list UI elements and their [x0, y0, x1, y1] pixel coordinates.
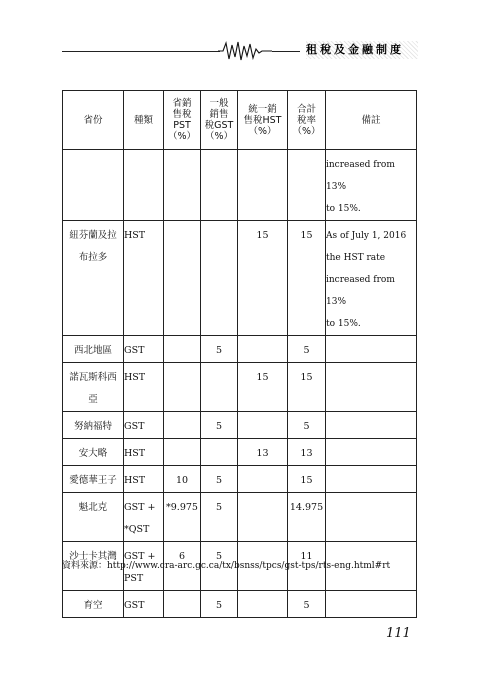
cell-type [124, 150, 164, 221]
col-header-pst: 省銷 售稅 PST （%） [164, 91, 201, 150]
cell-note [326, 363, 417, 412]
cell-province: 紐芬蘭及拉 布拉多 [63, 221, 124, 336]
cell-pst [164, 439, 201, 466]
source-url: http://www.cra-arc.gc.ca/tx/bsnss/tpcs/gst-tps/rts-eng.html#rt [107, 561, 391, 571]
cell-total: 13 [288, 439, 326, 466]
cell-hst [238, 336, 288, 363]
cell-total: 5 [288, 412, 326, 439]
cell-province: 努納福特 [63, 412, 124, 439]
cell-gst: 5 [201, 336, 238, 363]
table-header-row [63, 91, 417, 150]
source-note [62, 558, 390, 571]
cell-total: 5 [288, 336, 326, 363]
cell-type: HST [124, 363, 164, 412]
cell-gst: 5 [201, 466, 238, 493]
col-header-hst: 統一銷 售稅HST （%） [238, 91, 288, 150]
cell-province: 育空 [63, 591, 124, 618]
header-rule-left [62, 51, 220, 52]
cell-hst [238, 493, 288, 542]
cell-total: 11 [288, 542, 326, 591]
cell-gst [201, 363, 238, 412]
cell-hst [238, 412, 288, 439]
cell-type: GST [124, 591, 164, 618]
cell-pst [164, 150, 201, 221]
cell-gst [201, 439, 238, 466]
col-header-total: 合計 稅率 （%） [288, 91, 326, 150]
col-header-type: 種類 [124, 91, 164, 150]
table-row [63, 466, 417, 493]
cell-hst [238, 150, 288, 221]
cell-total: 15 [288, 221, 326, 336]
cell-type: HST [124, 466, 164, 493]
cell-pst: 6 [164, 542, 201, 591]
cell-province: 魁北克 [63, 493, 124, 542]
cell-note [326, 493, 417, 542]
sales-tax-table [62, 90, 417, 618]
cell-type: GST [124, 412, 164, 439]
cell-gst: 5 [201, 542, 238, 591]
cell-pst [164, 336, 201, 363]
cell-gst [201, 221, 238, 336]
cell-total: 14.975 [288, 493, 326, 542]
cell-total: 5 [288, 591, 326, 618]
cell-pst [164, 412, 201, 439]
cell-type: GST + PST [124, 542, 164, 591]
table-row [63, 336, 417, 363]
cell-total: 15 [288, 466, 326, 493]
cell-hst [238, 466, 288, 493]
cell-total: 15 [288, 363, 326, 412]
cell-province: 沙士卡其灣 [63, 542, 124, 591]
table-row [63, 439, 417, 466]
header-rule-right [272, 51, 300, 52]
cell-province: 安大略 [63, 439, 124, 466]
table-row [63, 150, 417, 221]
cell-gst: 5 [201, 591, 238, 618]
cell-note [326, 466, 417, 493]
page-number: 111 [386, 626, 411, 641]
cell-hst: 13 [238, 439, 288, 466]
cell-type: HST [124, 221, 164, 336]
cell-pst [164, 221, 201, 336]
cell-pst: *9.975 [164, 493, 201, 542]
cell-hst: 15 [238, 221, 288, 336]
table-row [63, 493, 417, 542]
cell-province: 西北地區 [63, 336, 124, 363]
cell-note [326, 336, 417, 363]
cell-hst [238, 591, 288, 618]
cell-gst: 5 [201, 412, 238, 439]
table-row [63, 591, 417, 618]
col-header-gst: 一般 銷售 稅GST （%） [201, 91, 238, 150]
cell-pst [164, 363, 201, 412]
cell-total [288, 150, 326, 221]
cell-type: HST [124, 439, 164, 466]
source-label: 資料來源： [62, 561, 108, 571]
header-title: 租稅及金融制度 [306, 41, 418, 59]
cell-pst: 10 [164, 466, 201, 493]
cell-note [326, 412, 417, 439]
cell-hst: 15 [238, 363, 288, 412]
cell-note [326, 439, 417, 466]
cell-note [326, 591, 417, 618]
col-header-province: 省份 [63, 91, 124, 150]
cell-note: As of July 1, 2016 the HST rate increased from 13% to 15%. [326, 221, 417, 336]
table-row [63, 363, 417, 412]
cell-gst [201, 150, 238, 221]
cell-province: 愛德華王子 [63, 466, 124, 493]
cell-type: GST + *QST [124, 493, 164, 542]
col-header-note: 備註 [326, 91, 417, 150]
cell-province [63, 150, 124, 221]
cell-gst: 5 [201, 493, 238, 542]
cell-province: 諾瓦斯科西 亞 [63, 363, 124, 412]
cell-type: GST [124, 336, 164, 363]
table-row [63, 221, 417, 336]
cell-note: increased from 13% to 15%. [326, 150, 417, 221]
cell-pst [164, 591, 201, 618]
table-row [63, 412, 417, 439]
header-waveform-icon [218, 40, 272, 62]
